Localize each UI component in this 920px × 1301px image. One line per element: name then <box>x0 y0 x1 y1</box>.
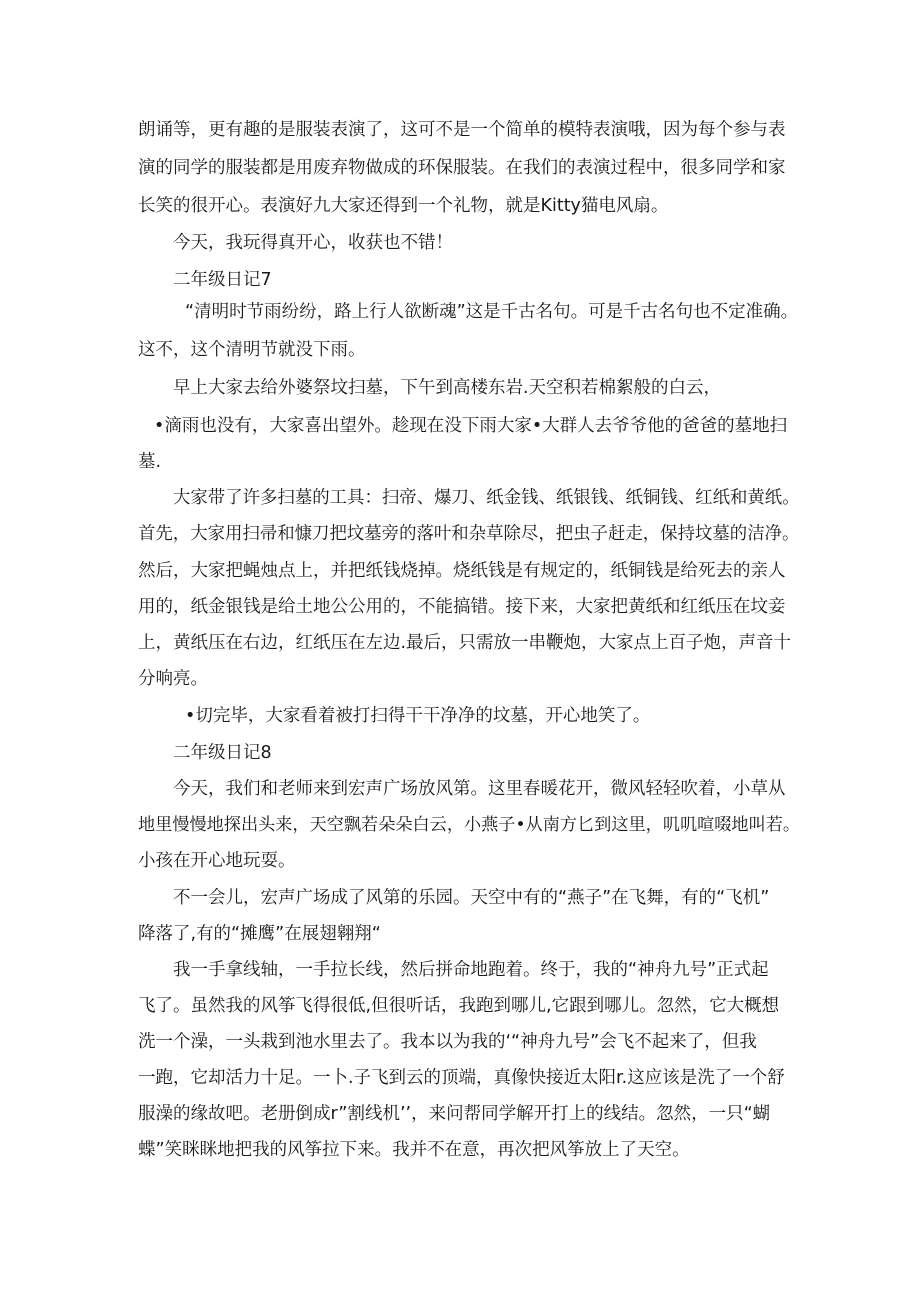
text-line: 一跑，它却活力十足。一卜.子飞到云的顶端，真像快接近太阳r.这应该是洗了一个舒 <box>138 1068 785 1088</box>
diary-heading: 二年级日记8 <box>173 743 272 763</box>
text-line: 蝶”笑眯眯地把我的风筝拉下来。我并不在意，再次把风筝放上了天空。 <box>138 1140 690 1160</box>
text-line: 今天，我玩得真开心，收获也不错！ <box>173 233 453 253</box>
text-line: •滴雨也没有，大家喜出望外。趁现在没下雨大家•大群人去爷爷他的爸爸的墓地扫 <box>154 416 788 436</box>
text-line: 地里慢慢地探出头来，天空飘若朵朵白云，小燕子•从南方匕到这里，叽叽喧啜地叫若。 <box>138 815 801 835</box>
text-line: 洗一个澡，一头栽到池水里去了。我本以为我的‘“神舟九号”会飞不起来了，但我 <box>138 1032 757 1052</box>
text-line: 降落了,有的“摊鹰”在展翅翱翔“ <box>138 924 381 944</box>
text-line: •切完毕，大家看着被打扫得干干净净的坟墓，开心地笑了。 <box>185 706 651 726</box>
text-line: 墓. <box>138 452 162 472</box>
text-line: 首先，大家用扫帚和慷刀把坟墓旁的落叶和杂草除尽，把虫子赶走，保持坟墓的洁净。 <box>138 524 800 544</box>
text-line: 不一会儿，宏声广场成了风第的乐园。天空中有的“燕子”在飞舞，有的“飞机” <box>173 888 770 908</box>
text-line: 演的同学的服装都是用废弃物做成的环保服装。在我们的表演过程中，很多同学和家 <box>138 158 786 178</box>
text-line: 小孩在开心地玩耍。 <box>138 851 296 871</box>
text-line: 大家带了许多扫墓的工具：扫帝、爆刀、纸金钱、纸银钱、纸铜钱、红纸和黄纸。 <box>173 488 800 508</box>
text-line: 上，黄纸压在右边，红纸压在左边.最后，只需放一串鞭炮，大家点上百子炮，声音十 <box>138 633 792 653</box>
text-line: 用的，纸金银钱是给土地公公用的，不能搞错。接下来，大家把黄纸和红纸压在坟妾 <box>138 597 786 617</box>
diary-heading: 二年级日记7 <box>173 270 272 290</box>
text-line: 我一手拿线轴，一手拉长线，然后拼命地跑着。终于，我的“神舟九号”正式起 <box>173 960 769 980</box>
text-line: 然后，大家把蝇烛点上，并把纸钱烧掉。烧纸钱是有规定的，纸铜钱是给死去的亲人 <box>138 561 786 581</box>
text-line: 今天，我们和老师来到宏声广场放风第。这里春暖花开，微风轻轻吹着，小草从 <box>173 779 786 799</box>
text-line: 飞了。虽然我的风筝飞得很低,但很听话，我跑到哪儿,它跟到哪儿。忽然，它大概想 <box>138 996 780 1016</box>
text-line: 早上大家去给外婆祭坟扫墓，下午到高楼东岩.天空积若棉絮般的白云， <box>173 378 722 398</box>
text-line: 这不，这个清明节就没下雨。 <box>138 340 366 360</box>
text-line: 朗诵等，更有趣的是服装表演了，这可不是一个简单的模特表演哦，因为每个参与表 <box>138 120 786 140</box>
text-line: 分响亮。 <box>138 669 208 689</box>
text-line: “清明时节雨纷纷，路上行人欲断魂”这是千古名句。可是千古名句也不定准确。 <box>185 302 799 322</box>
text-line: 长笑的很开心。表演好九大家还得到一个礼物，就是Kitty猫电风扇。 <box>138 196 669 216</box>
text-line: 服澡的缘故吧。老册倒成r”割线机’’，来问帮同学解开打上的线结。忽然，一只“蝴 <box>138 1104 771 1124</box>
